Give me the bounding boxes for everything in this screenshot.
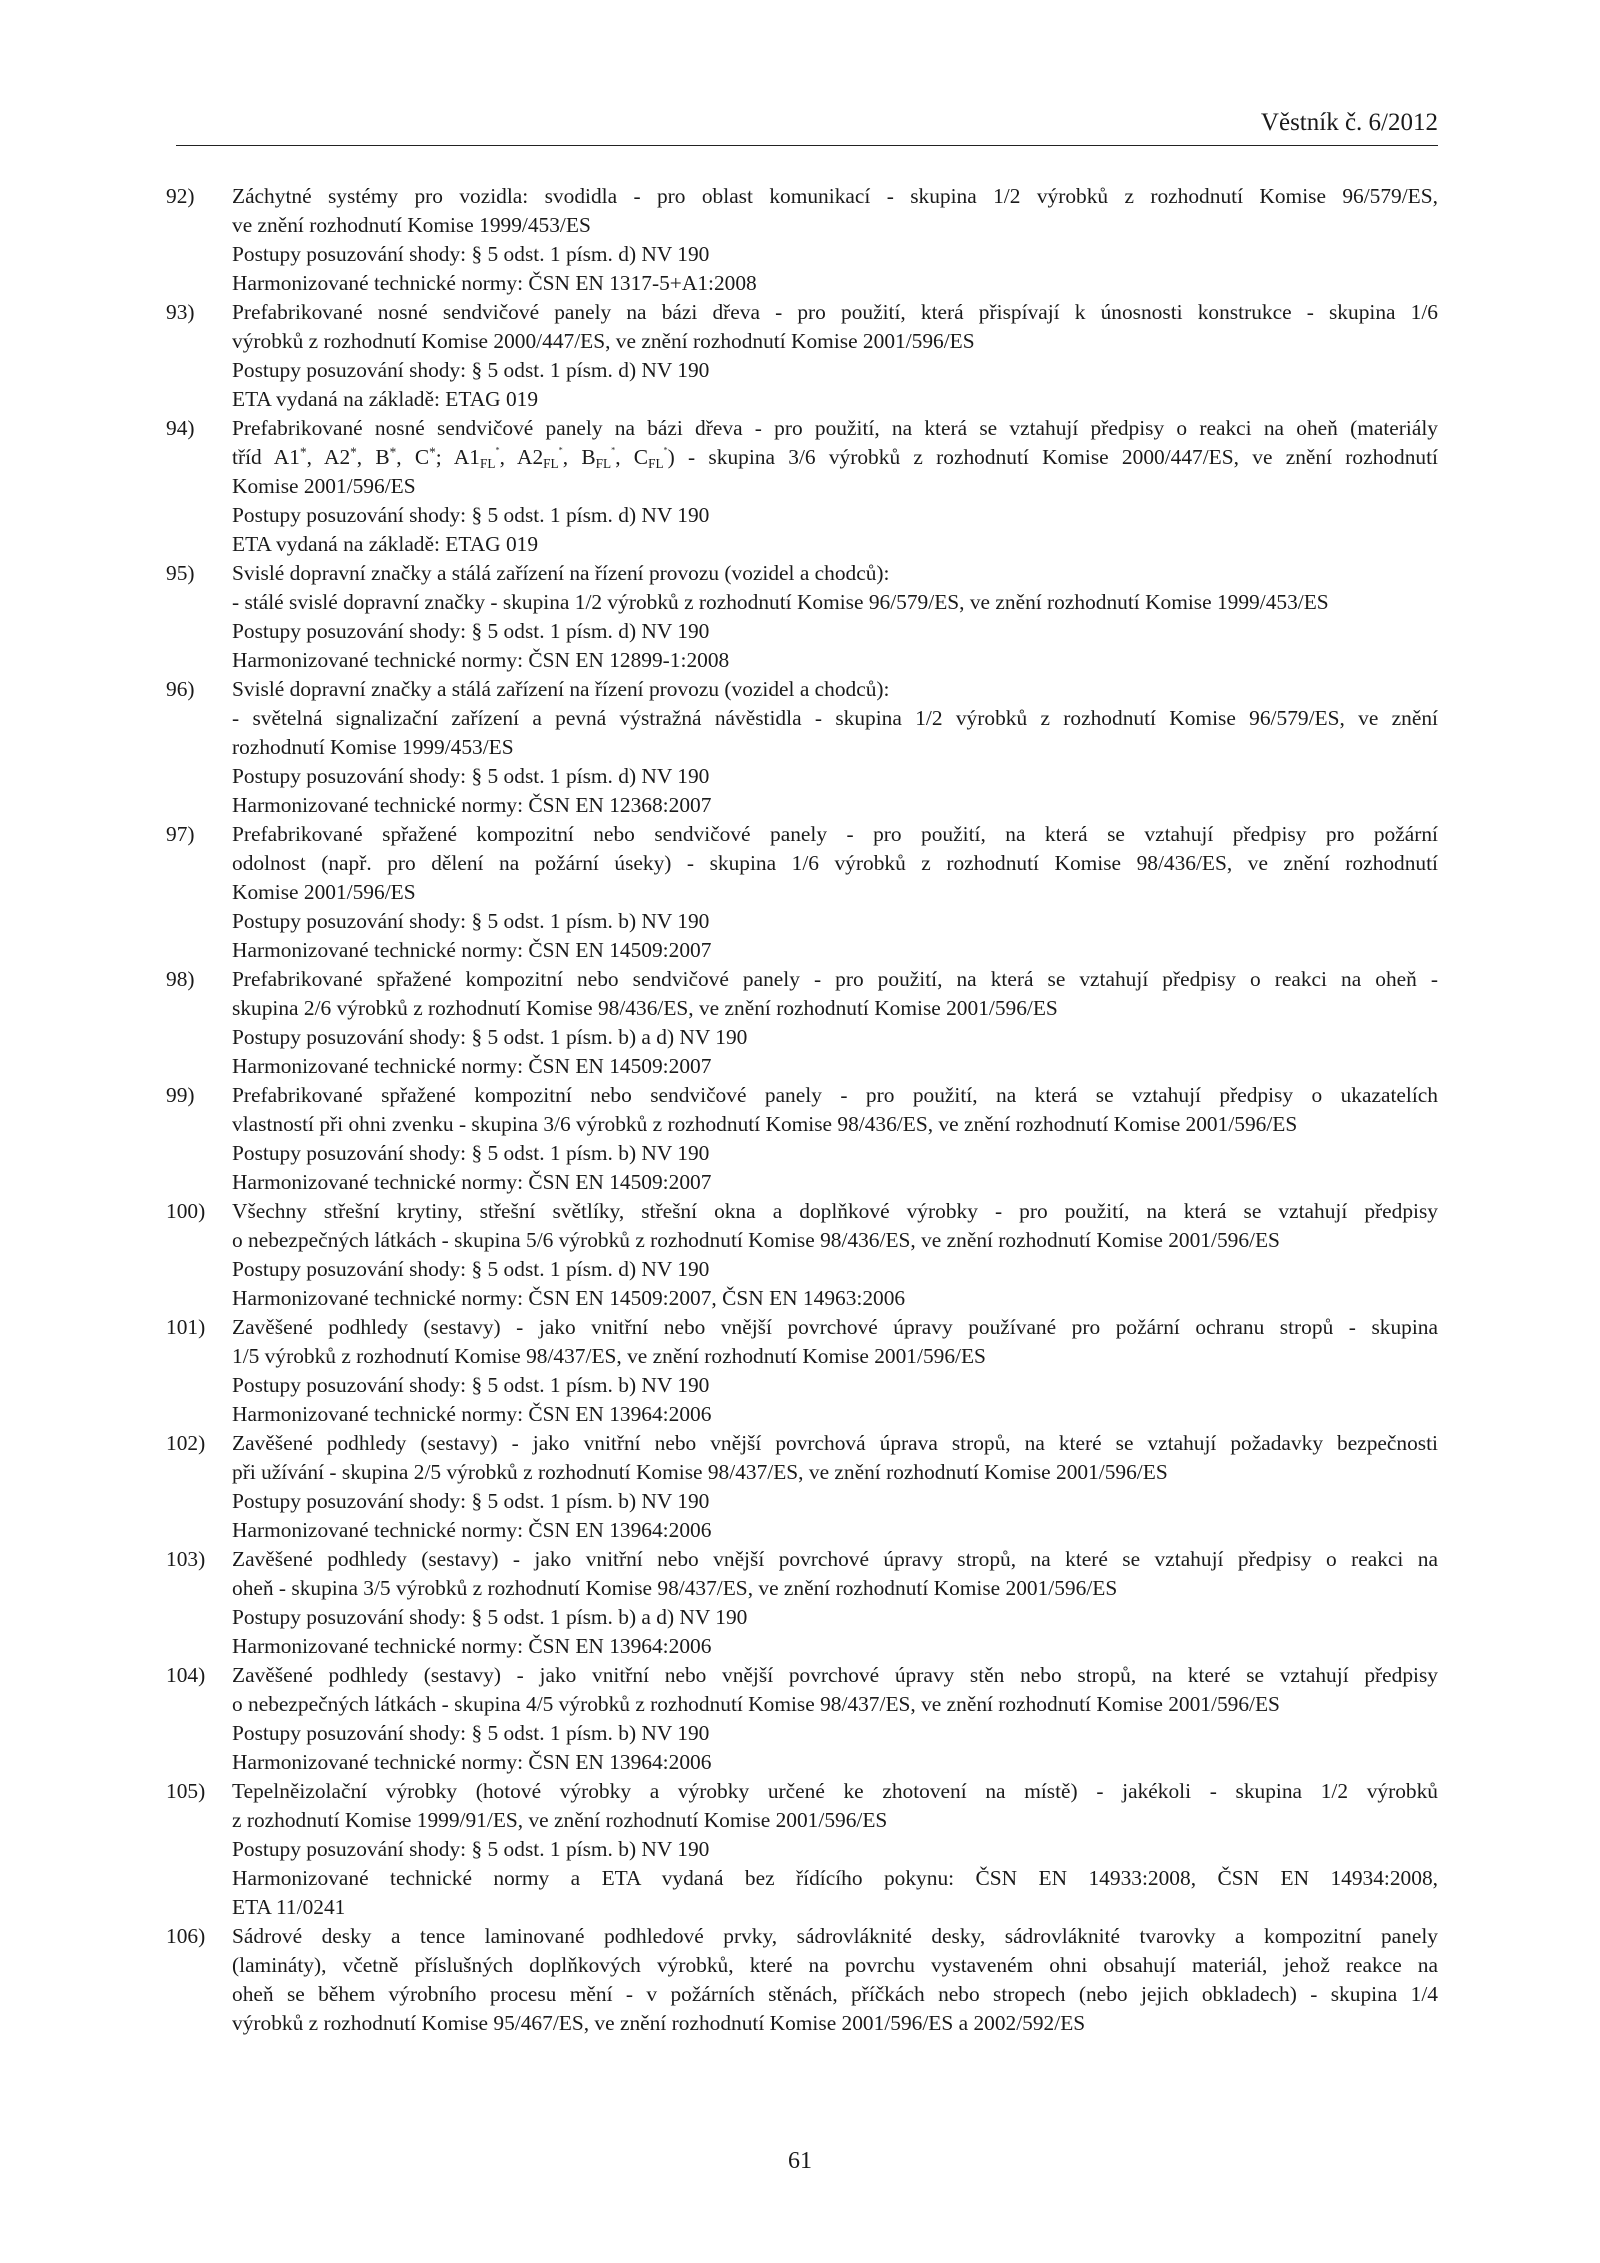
item-number: 103)	[166, 1547, 206, 1571]
item-text-line: Postupy posuzování shody: § 5 odst. 1 písm. b) a d) NV 190	[232, 1605, 748, 1629]
item-text-line: Zavěšené podhledy (sestavy) - jako vnitřní nebo vnější povrchové úpravy stropů, na které se vztahují předpisy o reakci na	[232, 1547, 1438, 1571]
list-item	[166, 1429, 1438, 1545]
list-item	[166, 1545, 1438, 1661]
item-text-line: (lamináty), včetně příslušných doplňkových výrobků, které na povrchu vystaveném ohni obsahují materiál, jehož reakce na	[232, 1953, 1438, 1977]
item-text-line: Komise 2001/596/ES	[232, 474, 416, 498]
item-text-line: výrobků z rozhodnutí Komise 2000/447/ES, ve znění rozhodnutí Komise 2001/596/ES	[232, 329, 975, 353]
item-text-line: ETA vydaná na základě: ETAG 019	[232, 387, 539, 411]
item-text-line: Záchytné systémy pro vozidla: svodidla - pro oblast komunikací - skupina 1/2 výrobků z rozhodnutí Komise 96/579/ES,	[232, 184, 1438, 208]
item-body	[232, 1661, 1438, 1777]
item-text-line: Prefabrikované nosné sendvičové panely na bázi dřeva - pro použití, která přispívají k únosnosti konstrukce - skupina 1/6	[232, 300, 1438, 324]
item-text-line: Harmonizované technické normy: ČSN EN 13964:2006	[232, 1402, 712, 1426]
item-text-line: - světelná signalizační zařízení a pevná výstražná návěstidla - skupina 1/2 výrobků z rozhodnutí Komise 96/579/ES, ve znění	[232, 706, 1438, 730]
item-text-line: Tepelněizolační výrobky (hotové výrobky a výrobky určené ke zhotovení na místě) - jakékoli - skupina 1/2 výrobků	[232, 1779, 1438, 1803]
item-number: 93)	[166, 300, 195, 324]
item-text-line: Postupy posuzování shody: § 5 odst. 1 písm. b) NV 190	[232, 909, 710, 933]
list-item	[166, 1777, 1438, 1922]
item-text-line: ETA vydaná na základě: ETAG 019	[232, 532, 539, 556]
item-text-line: Postupy posuzování shody: § 5 odst. 1 písm. b) a d) NV 190	[232, 1025, 748, 1049]
item-body	[232, 559, 1438, 675]
list-item	[166, 1197, 1438, 1313]
item-number: 106)	[166, 1924, 206, 1948]
item-text-line: Postupy posuzování shody: § 5 odst. 1 písm. b) NV 190	[232, 1837, 710, 1861]
item-text-line: Harmonizované technické normy: ČSN EN 13964:2006	[232, 1518, 712, 1542]
list-item	[166, 675, 1438, 820]
item-number: 94)	[166, 416, 195, 440]
item-text-line: Postupy posuzování shody: § 5 odst. 1 písm. d) NV 190	[232, 242, 710, 266]
header-rule	[176, 145, 1438, 146]
item-number: 104)	[166, 1663, 206, 1687]
item-text-line: Prefabrikované spřažené kompozitní nebo sendvičové panely - pro použití, na která se vztahují předpisy o ukazatelích	[232, 1083, 1438, 1107]
item-number: 100)	[166, 1199, 206, 1223]
item-body	[232, 1429, 1438, 1545]
list-item	[166, 559, 1438, 675]
list-item	[166, 965, 1438, 1081]
item-number: 102)	[166, 1431, 206, 1455]
list-item	[166, 182, 1438, 298]
item-number: 97)	[166, 822, 195, 846]
item-text-line: Sádrové desky a tence laminované podhledové prvky, sádrovláknité desky, sádrovláknité tvarovky a kompozitní panely	[232, 1924, 1438, 1948]
item-text-line: odolnost (např. pro dělení na požární úseky) - skupina 1/6 výrobků z rozhodnutí Komise 98/436/ES, ve znění rozhodnutí	[232, 851, 1438, 875]
item-text-line: Svislé dopravní značky a stálá zařízení na řízení provozu (vozidel a chodců):	[232, 561, 890, 585]
item-text-line: výrobků z rozhodnutí Komise 95/467/ES, ve znění rozhodnutí Komise 2001/596/ES a 2002/592/ES	[232, 2011, 1086, 2035]
item-text-line: ve znění rozhodnutí Komise 1999/453/ES	[232, 213, 591, 237]
list-item	[166, 820, 1438, 965]
item-text-line: Harmonizované technické normy: ČSN EN 13964:2006	[232, 1634, 712, 1658]
item-body	[232, 965, 1438, 1081]
list-item	[166, 414, 1438, 559]
item-body	[232, 182, 1438, 298]
item-text-line: Zavěšené podhledy (sestavy) - jako vnitřní nebo vnější povrchové úpravy používané pro požární ochranu stropů - skupina	[232, 1315, 1438, 1339]
item-text-line: o nebezpečných látkách - skupina 4/5 výrobků z rozhodnutí Komise 98/437/ES, ve znění rozhodnutí Komise 2001/596/ES	[232, 1692, 1280, 1716]
item-text-line: Postupy posuzování shody: § 5 odst. 1 písm. b) NV 190	[232, 1489, 710, 1513]
list-item	[166, 298, 1438, 414]
item-text-line: z rozhodnutí Komise 1999/91/ES, ve znění rozhodnutí Komise 2001/596/ES	[232, 1808, 888, 1832]
item-text-line: Harmonizované technické normy: ČSN EN 12368:2007	[232, 793, 712, 817]
item-number: 101)	[166, 1315, 206, 1339]
item-text-line: Všechny střešní krytiny, střešní světlíky, střešní okna a doplňkové výrobky - pro použití, na která se vztahují předpisy	[232, 1199, 1438, 1223]
item-body	[232, 820, 1438, 965]
item-text-line: Postupy posuzování shody: § 5 odst. 1 písm. d) NV 190	[232, 619, 710, 643]
list-item	[166, 1922, 1438, 2038]
item-text-line: Prefabrikované spřažené kompozitní nebo sendvičové panely - pro použití, na která se vztahují předpisy o reakci na oheň -	[232, 967, 1438, 991]
item-text-line: vlastností při ohni zvenku - skupina 3/6 výrobků z rozhodnutí Komise 98/436/ES, ve znění rozhodnutí Komise 2001/596/ES	[232, 1112, 1298, 1136]
list-item	[166, 1661, 1438, 1777]
item-number: 92)	[166, 184, 195, 208]
item-number: 96)	[166, 677, 195, 701]
item-text-line: Harmonizované technické normy: ČSN EN 14509:2007	[232, 1054, 712, 1078]
item-text-line: rozhodnutí Komise 1999/453/ES	[232, 735, 514, 759]
item-text-line: Harmonizované technické normy: ČSN EN 14509:2007	[232, 938, 712, 962]
item-text-line: oheň se během výrobního procesu mění - v požárních stěnách, příčkách nebo stropech (nebo jejich obkladech) - skupina 1/4	[232, 1982, 1438, 2006]
item-text-line: Harmonizované technické normy: ČSN EN 14509:2007, ČSN EN 14963:2006	[232, 1286, 906, 1310]
item-text-line: oheň - skupina 3/5 výrobků z rozhodnutí Komise 98/437/ES, ve znění rozhodnutí Komise 2001/596/ES	[232, 1576, 1118, 1600]
item-body	[232, 1922, 1438, 2038]
page-number: 61	[788, 2148, 812, 2174]
item-text-line: tříd A1*, A2*, B*, C*; $A1_{FL}^{^*}$, $A2_{FL}^{^*}$, $B_{FL}^{^*}$, $C_{FL}^{^*}$) - skupina 3/6 výrobků z rozhodnutí Komise 2000/447/ES, ve znění rozhodnutí	[232, 444, 1438, 471]
item-text-line: Postupy posuzování shody: § 5 odst. 1 písm. d) NV 190	[232, 358, 710, 382]
item-body	[232, 1081, 1438, 1197]
item-body	[232, 1313, 1438, 1429]
item-text-line: Zavěšené podhledy (sestavy) - jako vnitřní nebo vnější povrchové úpravy stěn nebo stropů, na které se vztahují předpisy	[232, 1663, 1438, 1687]
item-text-line: Postupy posuzování shody: § 5 odst. 1 písm. d) NV 190	[232, 764, 710, 788]
item-body	[232, 1545, 1438, 1661]
item-body	[232, 1777, 1438, 1922]
list-item	[166, 1081, 1438, 1197]
item-body	[232, 675, 1438, 820]
item-body	[232, 1197, 1438, 1313]
list-item	[166, 1313, 1438, 1429]
item-text-line: Harmonizované technické normy: ČSN EN 13964:2006	[232, 1750, 712, 1774]
item-text-line: ETA 11/0241	[232, 1895, 346, 1919]
item-text-line: Postupy posuzování shody: § 5 odst. 1 písm. d) NV 190	[232, 503, 710, 527]
item-text-line: Harmonizované technické normy: ČSN EN 12899-1:2008	[232, 648, 730, 672]
item-text-line: Postupy posuzování shody: § 5 odst. 1 písm. b) NV 190	[232, 1141, 710, 1165]
item-list	[166, 182, 1438, 2038]
item-number: 95)	[166, 561, 195, 585]
item-number: 99)	[166, 1083, 195, 1107]
item-text-line: Postupy posuzování shody: § 5 odst. 1 písm. b) NV 190	[232, 1373, 710, 1397]
item-text-line: Prefabrikované nosné sendvičové panely na bázi dřeva - pro použití, na která se vztahují předpisy o reakci na oheň (materiály	[232, 416, 1438, 440]
item-text-line: Prefabrikované spřažené kompozitní nebo sendvičové panely - pro použití, na která se vztahují předpisy pro požární	[232, 822, 1438, 846]
item-text-line: Postupy posuzování shody: § 5 odst. 1 písm. b) NV 190	[232, 1721, 710, 1745]
item-text-line: skupina 2/6 výrobků z rozhodnutí Komise 98/436/ES, ve znění rozhodnutí Komise 2001/596/ES	[232, 996, 1058, 1020]
item-text-line: Harmonizované technické normy: ČSN EN 14509:2007	[232, 1170, 712, 1194]
item-text-line: Zavěšené podhledy (sestavy) - jako vnitřní nebo vnější povrchová úprava stropů, na které se vztahují požadavky bezpečnosti	[232, 1431, 1438, 1455]
item-text-line: při užívání - skupina 2/5 výrobků z rozhodnutí Komise 98/437/ES, ve znění rozhodnutí Komise 2001/596/ES	[232, 1460, 1168, 1484]
item-text-line: Harmonizované technické normy: ČSN EN 1317-5+A1:2008	[232, 271, 757, 295]
item-text-line: 1/5 výrobků z rozhodnutí Komise 98/437/ES, ve znění rozhodnutí Komise 2001/596/ES	[232, 1344, 986, 1368]
item-text-line: Harmonizované technické normy a ETA vydaná bez řídícího pokynu: ČSN EN 14933:2008, ČSN EN 14934:2008,	[232, 1866, 1438, 1890]
item-text-line: o nebezpečných látkách - skupina 5/6 výrobků z rozhodnutí Komise 98/436/ES, ve znění rozhodnutí Komise 2001/596/ES	[232, 1228, 1280, 1252]
item-body	[232, 298, 1438, 414]
item-number: 98)	[166, 967, 195, 991]
item-text-line: Komise 2001/596/ES	[232, 880, 416, 904]
item-text-line: Postupy posuzování shody: § 5 odst. 1 písm. d) NV 190	[232, 1257, 710, 1281]
item-number: 105)	[166, 1779, 206, 1803]
item-text-line: Svislé dopravní značky a stálá zařízení na řízení provozu (vozidel a chodců):	[232, 677, 890, 701]
item-body	[232, 414, 1438, 559]
item-text-line: - stálé svislé dopravní značky - skupina 1/2 výrobků z rozhodnutí Komise 96/579/ES, ve znění rozhodnutí Komise 1999/453/ES	[232, 590, 1329, 614]
page-header-title: Věstník č. 6/2012	[1260, 109, 1438, 136]
